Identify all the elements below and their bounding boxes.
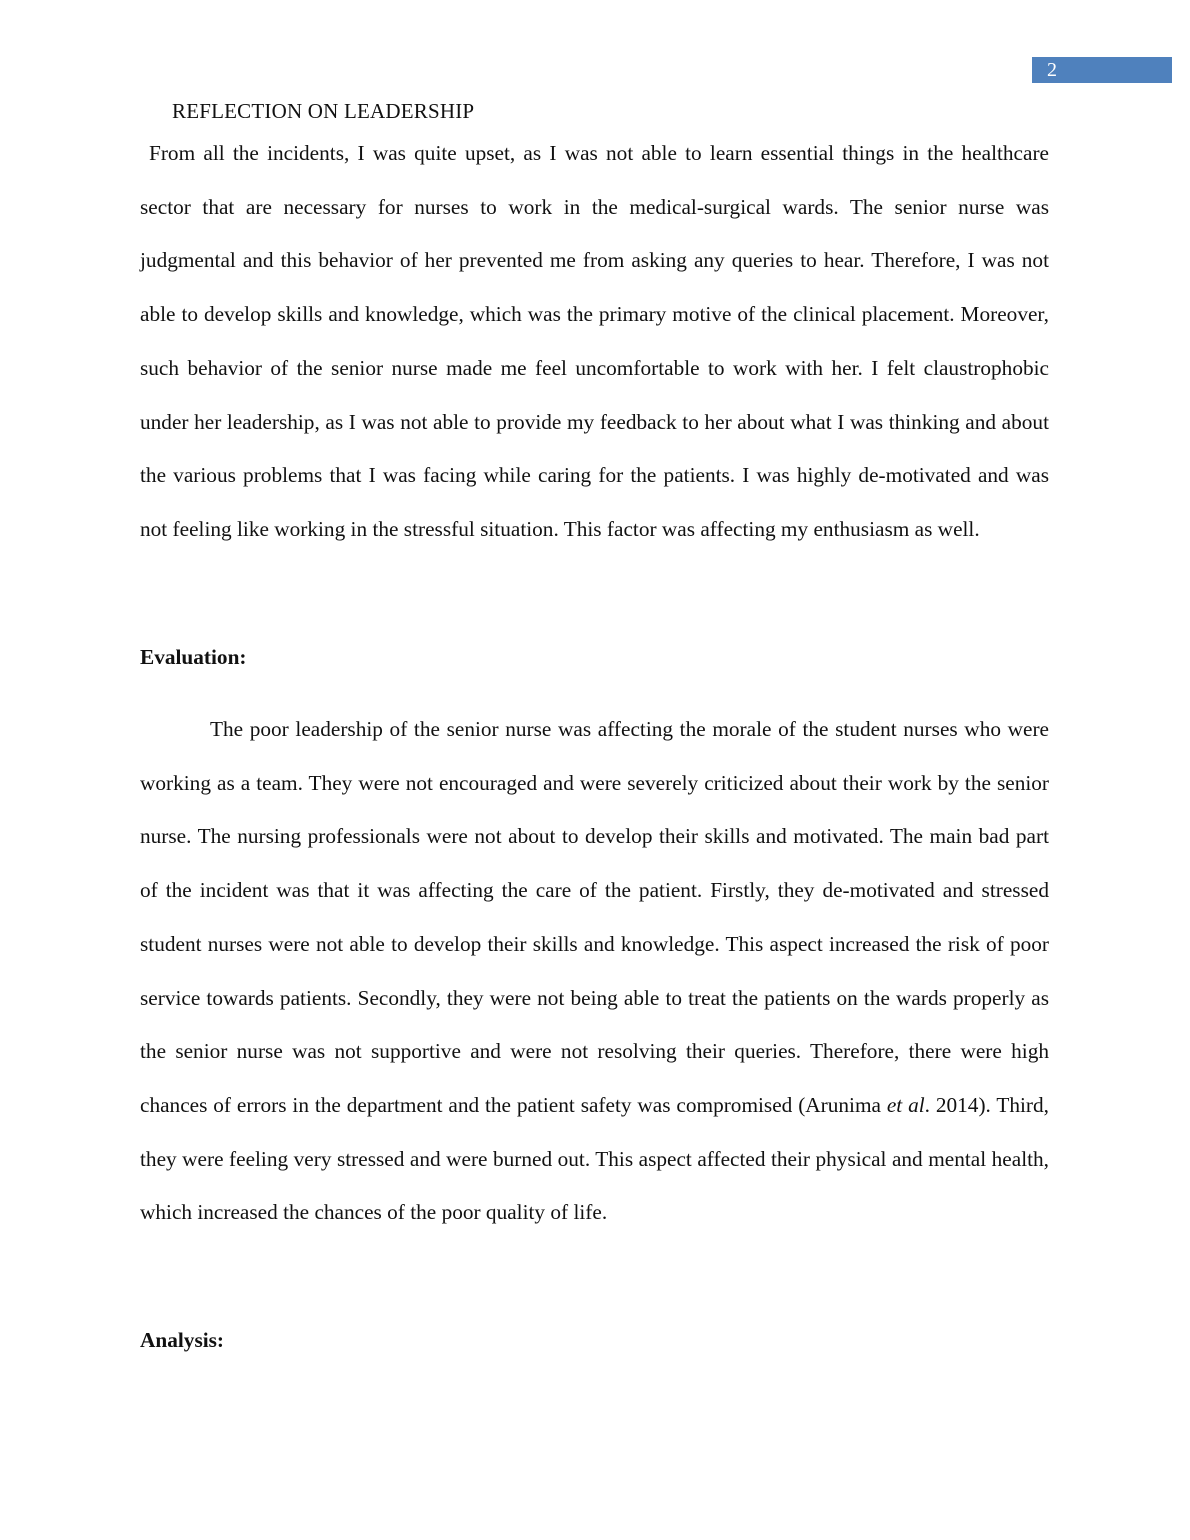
evaluation-text-part-1: The poor leadership of the senior nurse was affecting the morale of the student nurses who were working as a team. They were not encouraged and were severely criticized about their work by the senior nurse. The nursing professionals were not about to develop their skills and motivated. The main bad part of the incident was that it was affecting the care of the patient. Firstly, they de-motivated and stressed student nurses were not able to develop their skills and knowledge. This aspect increased the risk of poor service towards patients. Secondly, they were not being able to treat the patients on the wards properly as the senior nurse was not supportive and were not resolving their queries. Therefore, there were high chances of errors in the department and the patient safety was compromised (Arunima	[140, 717, 1049, 1117]
page-number-band	[1032, 57, 1172, 83]
analysis-heading: Analysis:	[140, 1328, 225, 1352]
running-head: REFLECTION ON LEADERSHIP	[172, 99, 475, 123]
reflection-paragraph: From all the incidents, I was quite upset, as I was not able to learn essential things in the healthcare sector that are necessary for nurses to work in the medical-surgical wards. The senior nurse was judgmental and this behavior of her prevented me from asking any queries to hear. Therefore, I was not able to develop skills and knowledge, which was the primary motive of the clinical placement. Moreover, such behavior of the senior nurse made me feel uncomfortable to work with her. I felt claustrophobic under her leadership, as I was not able to provide my feedback to her about what I was thinking and about the various problems that I was facing while caring for the patients. I was highly de-motivated and was not feeling like working in the stressful situation. This factor was affecting my enthusiasm as well.	[140, 141, 1049, 541]
page-number: 2	[1047, 59, 1057, 81]
citation-et-al: et al	[886, 1092, 925, 1117]
evaluation-heading: Evaluation:	[140, 645, 247, 669]
evaluation-paragraph	[140, 703, 1049, 1240]
evaluation-text-part-2: . 2014). Third, they were feeling very stressed and were burned out. This aspect affected their physical and mental health, which increased the chances of the poor quality of life.	[140, 1092, 1049, 1225]
